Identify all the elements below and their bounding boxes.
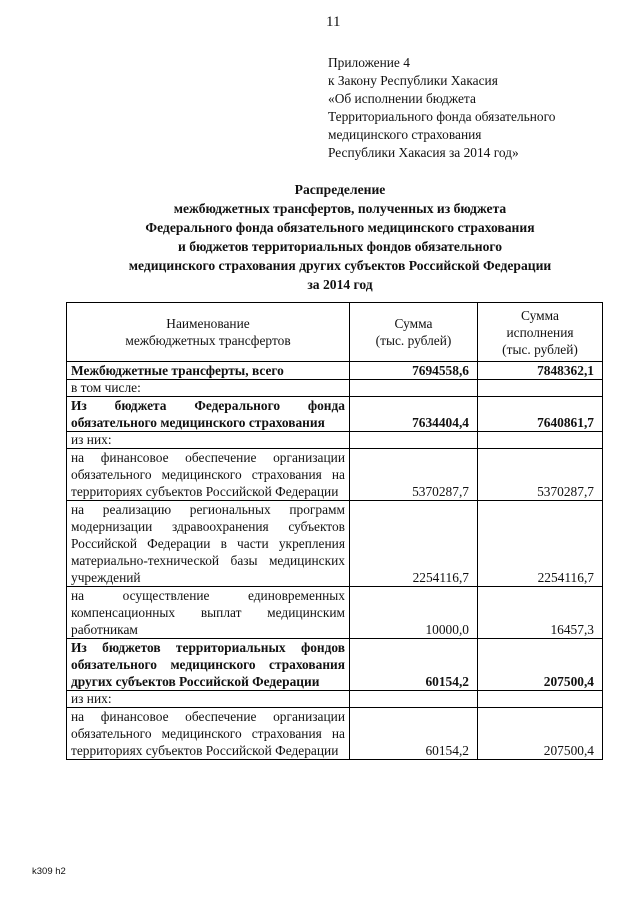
title-line: медицинского страхования других субъектов Российской Федерации: [128, 258, 552, 273]
row-execution: [478, 380, 603, 397]
appendix-line: Территориального фонда обязательного: [328, 109, 556, 124]
row-amount: 60154,2: [350, 708, 478, 760]
table-row: [67, 501, 603, 587]
appendix-line: медицинского страхования: [328, 127, 482, 142]
appendix-line: Республики Хакасия за 2014 год»: [328, 145, 519, 160]
footer-code: k309 h2: [32, 866, 66, 877]
row-amount: [350, 380, 478, 397]
row-amount: [350, 432, 478, 449]
row-execution: 7848362,1: [478, 362, 603, 380]
row-amount: 10000,0: [350, 587, 478, 639]
row-execution: 16457,3: [478, 587, 603, 639]
row-amount: [350, 691, 478, 708]
table-row: [67, 449, 603, 501]
row-name: из них:: [67, 691, 350, 708]
table-row: [67, 432, 603, 449]
row-amount: 7694558,6: [350, 362, 478, 380]
table-row: [67, 380, 603, 397]
row-execution: 7640861,7: [478, 397, 603, 432]
row-amount: 7634404,4: [350, 397, 478, 432]
row-name: в том числе:: [67, 380, 350, 397]
table-row: [67, 691, 603, 708]
appendix-note: [328, 54, 628, 162]
row-execution: 207500,4: [478, 639, 603, 691]
row-name: Из бюджета Федерального фонда обязательного медицинского страхования: [67, 397, 350, 432]
document-title: [40, 180, 640, 294]
row-name: на осуществление единовременных компенсационных выплат медицинским работникам: [67, 587, 350, 639]
row-amount: 5370287,7: [350, 449, 478, 501]
title-line: межбюджетных трансфертов, полученных из бюджета: [173, 201, 507, 216]
table-row: [67, 639, 603, 691]
row-execution: 5370287,7: [478, 449, 603, 501]
row-name: Межбюджетные трансферты, всего: [67, 362, 350, 380]
row-name: на финансовое обеспечение организации обязательного медицинского страхования на территориях субъектов Российской Федерации: [67, 708, 350, 760]
row-name: на финансовое обеспечение организации обязательного медицинского страхования на территориях субъектов Российской Федерации: [67, 449, 350, 501]
table-row: [67, 708, 603, 760]
row-name: на реализацию региональных программ модернизации здравоохранения субъектов Российской Федерации в части укрепления материально-технической базы медицинских учреждений: [67, 501, 350, 587]
title-line: за 2014 год: [307, 277, 373, 292]
table-row: [67, 362, 603, 380]
header-amount: Сумма (тыс. рублей): [350, 303, 478, 362]
appendix-line: Приложение 4: [328, 55, 410, 70]
row-name: Из бюджетов территориальных фондов обязательного медицинского страхования других субъектов Российской Федерации: [67, 639, 350, 691]
row-execution: 207500,4: [478, 708, 603, 760]
row-amount: 2254116,7: [350, 501, 478, 587]
table-row: [67, 397, 603, 432]
table-row: [67, 587, 603, 639]
row-amount: 60154,2: [350, 639, 478, 691]
appendix-line: «Об исполнении бюджета: [328, 91, 476, 106]
title-line: Федерального фонда обязательного медицинского страхования: [145, 220, 535, 235]
table-header-row: [67, 303, 603, 362]
transfers-table: [66, 302, 603, 760]
row-execution: 2254116,7: [478, 501, 603, 587]
header-execution: Сумма исполнения (тыс. рублей): [478, 303, 603, 362]
page-number: 11: [326, 14, 341, 30]
title-line: и бюджетов территориальных фондов обязательного: [177, 239, 503, 254]
row-execution: [478, 432, 603, 449]
header-name: Наименование межбюджетных трансфертов: [67, 303, 350, 362]
row-name: из них:: [67, 432, 350, 449]
title-line: Распределение: [294, 182, 386, 197]
row-execution: [478, 691, 603, 708]
appendix-line: к Закону Республики Хакасия: [328, 73, 498, 88]
